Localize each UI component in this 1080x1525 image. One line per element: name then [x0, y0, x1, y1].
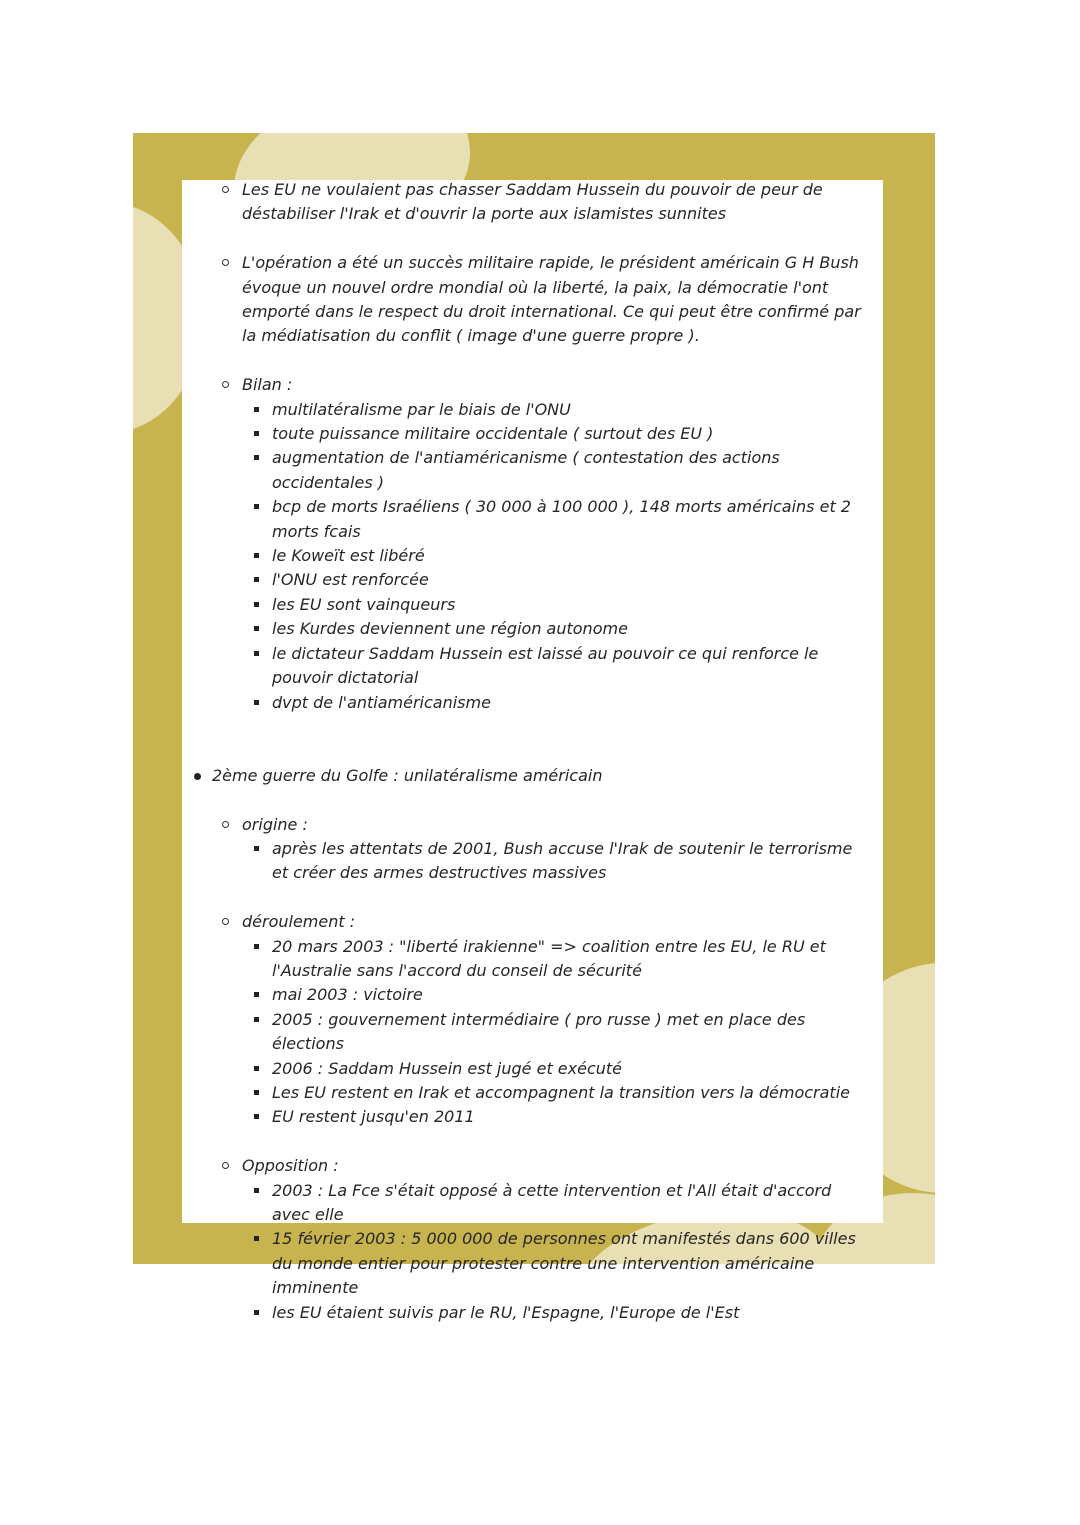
sublist-item: le dictateur Saddam Hussein est laissé au pouvoir ce qui renforce le pouvoir dictatorial: [182, 642, 883, 691]
document-content: [182, 178, 883, 1325]
sublist-item: 2005 : gouvernement intermédiaire ( pro russe ) met en place des élections: [182, 1008, 883, 1057]
sublist-item: les EU sont vainqueurs: [182, 593, 883, 617]
sublist-item: 15 février 2003 : 5 000 000 de personnes ont manifestés dans 600 villes du monde entier pour protester contre une intervention américaine imminente: [182, 1227, 883, 1300]
bilan-sublist: [182, 398, 883, 715]
sublist-item: le Koweït est libéré: [182, 544, 883, 568]
sublist-item: multilatéralisme par le biais de l'ONU: [182, 398, 883, 422]
sublist-item: 20 mars 2003 : "liberté irakienne" => coalition entre les EU, le RU et l'Australie sans l'accord du conseil de sécurité: [182, 935, 883, 984]
sublist-item: 2006 : Saddam Hussein est jugé et exécuté: [182, 1057, 883, 1081]
sublist-item: Les EU restent en Irak et accompagnent la transition vers la démocratie: [182, 1081, 883, 1105]
section-2: [182, 764, 883, 788]
sublist-item: toute puissance militaire occidentale ( surtout des EU ): [182, 422, 883, 446]
sublist-item: les Kurdes deviennent une région autonome: [182, 617, 883, 641]
sublist-item: mai 2003 : victoire: [182, 983, 883, 1007]
list-item: Les EU ne voulaient pas chasser Saddam Hussein du pouvoir de peur de déstabiliser l'Irak et d'ouvrir la porte aux islamistes sunnites: [182, 178, 883, 227]
list-item-origine: origine :: [182, 813, 883, 837]
sublist-item: l'ONU est renforcée: [182, 568, 883, 592]
sublist-item: bcp de morts Israéliens ( 30 000 à 100 000 ), 148 morts américains et 2 morts fcais: [182, 495, 883, 544]
list-item-bilan: Bilan :: [182, 373, 883, 397]
sublist-item: augmentation de l'antiaméricanisme ( contestation des actions occidentales ): [182, 446, 883, 495]
sublist-item: dvpt de l'antiaméricanisme: [182, 691, 883, 715]
section-title: 2ème guerre du Golfe : unilatéralisme américain: [182, 764, 883, 788]
list-item-opposition: Opposition :: [182, 1154, 883, 1178]
sublist-item: 2003 : La Fce s'était opposé à cette intervention et l'All était d'accord avec elle: [182, 1179, 883, 1228]
sublist-item: EU restent jusqu'en 2011: [182, 1105, 883, 1129]
sublist-item: après les attentats de 2001, Bush accuse l'Irak de soutenir le terrorisme et créer des armes destructives massives: [182, 837, 883, 886]
section-1-list: [182, 178, 883, 227]
sublist-item: les EU étaient suivis par le RU, l'Espagne, l'Europe de l'Est: [182, 1301, 883, 1325]
list-item-deroulement: déroulement :: [182, 910, 883, 934]
list-item: L'opération a été un succès militaire rapide, le président américain G H Bush évoque un nouvel ordre mondial où la liberté, la paix, la démocratie l'ont emporté dans le respect du droit international. Ce qui peut être confirmé par la médiatisation du conflit ( image d'une guerre propre ).: [182, 251, 883, 349]
